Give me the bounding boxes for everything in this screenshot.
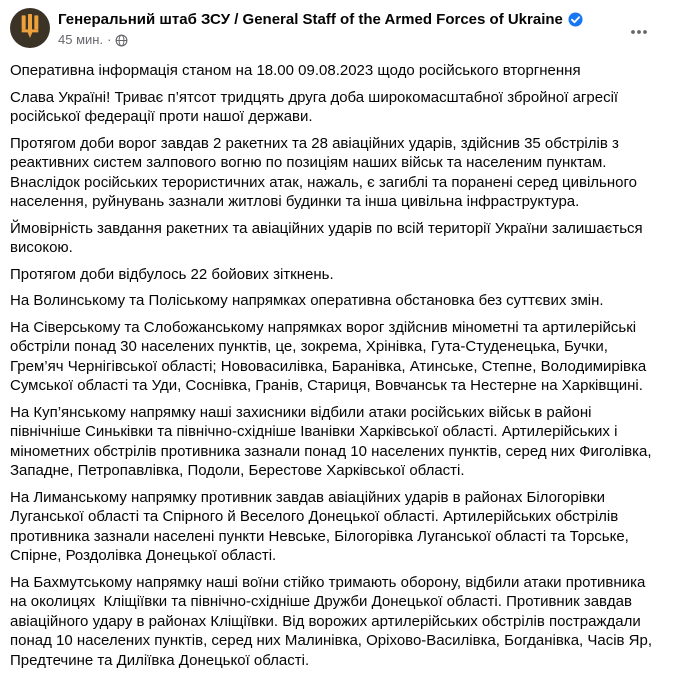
post-paragraph: На Лиманському напрямку противник завдав авіаційних ударів в районах Білогорівки Луганської області та Спірного й Веселого Донецької області. Артилерійських обстрілів противника зазнали населені пункти Невське, Білогорівка Луганської області та Торське, Спірне, Роздолівка Донецької області. — [10, 488, 634, 564]
more-options-button[interactable] — [623, 18, 655, 46]
post-timestamp[interactable]: 45 мин. — [58, 32, 104, 47]
page-avatar[interactable] — [10, 8, 50, 48]
post-meta — [58, 32, 623, 48]
page-name-link[interactable]: Генеральний штаб ЗСУ / General Staff of the Armed Forces of Ukraine — [58, 11, 563, 28]
post-paragraph: Слава Україні! Триває п’ятсот тридцять друга доба широкомасштабної збройної агресії російської федерації проти нашої держави. — [10, 88, 623, 125]
post-paragraph: На Сіверському та Слобожанському напрямках ворог здійснив мінометні та артилерійські обстріли понад 30 населених пунктів, це, зокрема, Хрінівка, Гута-Студенецька, Бучки, Грем’яч Чернігівської області; Нововасилівка, Баранівка, Атинське, Степне, Володимирівка Сумської області та Уди, Соснівка, Гранів, Стариця, Вовчанськ та Нестерне на Харківщині. — [10, 318, 651, 394]
post-paragraph: Оперативна інформація станом на 18.00 09.08.2023 щодо російського вторгнення — [10, 62, 581, 79]
post-paragraph: На Бахмутському напрямку наші воїни стійко тримають оборону, відбили атаки противника на околицях Кліщіївки та північно-східніше Дружби Донецької області. Противник завдав авіаційного удару в районах Кліщіївки. Від ворожих артилерійських обстрілів постраждали понад 10 населених пунктів, серед них Малинівка, Оріхово-Василівка, Богданівка, Часів Яр, Предтечине та Диліївка Донецької області. — [10, 573, 657, 669]
post-paragraph: На Волинському та Поліському напрямках оперативна обстановка без суттєвих змін. — [10, 292, 604, 309]
post-body — [0, 61, 673, 681]
three-dots-icon — [629, 22, 649, 42]
ukraine-trident-icon — [19, 14, 41, 42]
post-paragraph: Ймовірність завдання ракетних та авіаційних ударів по всій території України залишається високою. — [10, 219, 647, 256]
post-paragraph: Протягом доби відбулось 22 бойових зіткнень. — [10, 265, 334, 283]
public-audience-globe-icon — [115, 34, 128, 47]
verified-badge-icon — [568, 12, 583, 27]
post-paragraph: На Куп’янському напрямку наші захисники відбили атаки російських військ в районі північніше Синьківки та північно-східніше Іванівки Харківської області. Артилерійських і мінометних обстрілів противника зазнали понад 10 населених пунктів, серед них Фиголівка, Западне, Петропавлівка, Подоли, Берестове Харківської області. — [10, 403, 656, 479]
post-paragraph: Протягом доби ворог завдав 2 ракетних та 28 авіаційних ударів, здійснив 35 обстрілів з реактивних систем залпового вогню по позиціям наших військ та населеним пунктам. Внаслідок російських терористичних атак, нажаль, є загиблі та поранені серед цивільного населення, руйнувань зазнали житлові будинки та інша цивільна інфраструктура. — [10, 134, 642, 210]
post-header-text — [58, 8, 623, 48]
post-header — [0, 0, 673, 48]
meta-separator: · — [107, 32, 112, 47]
